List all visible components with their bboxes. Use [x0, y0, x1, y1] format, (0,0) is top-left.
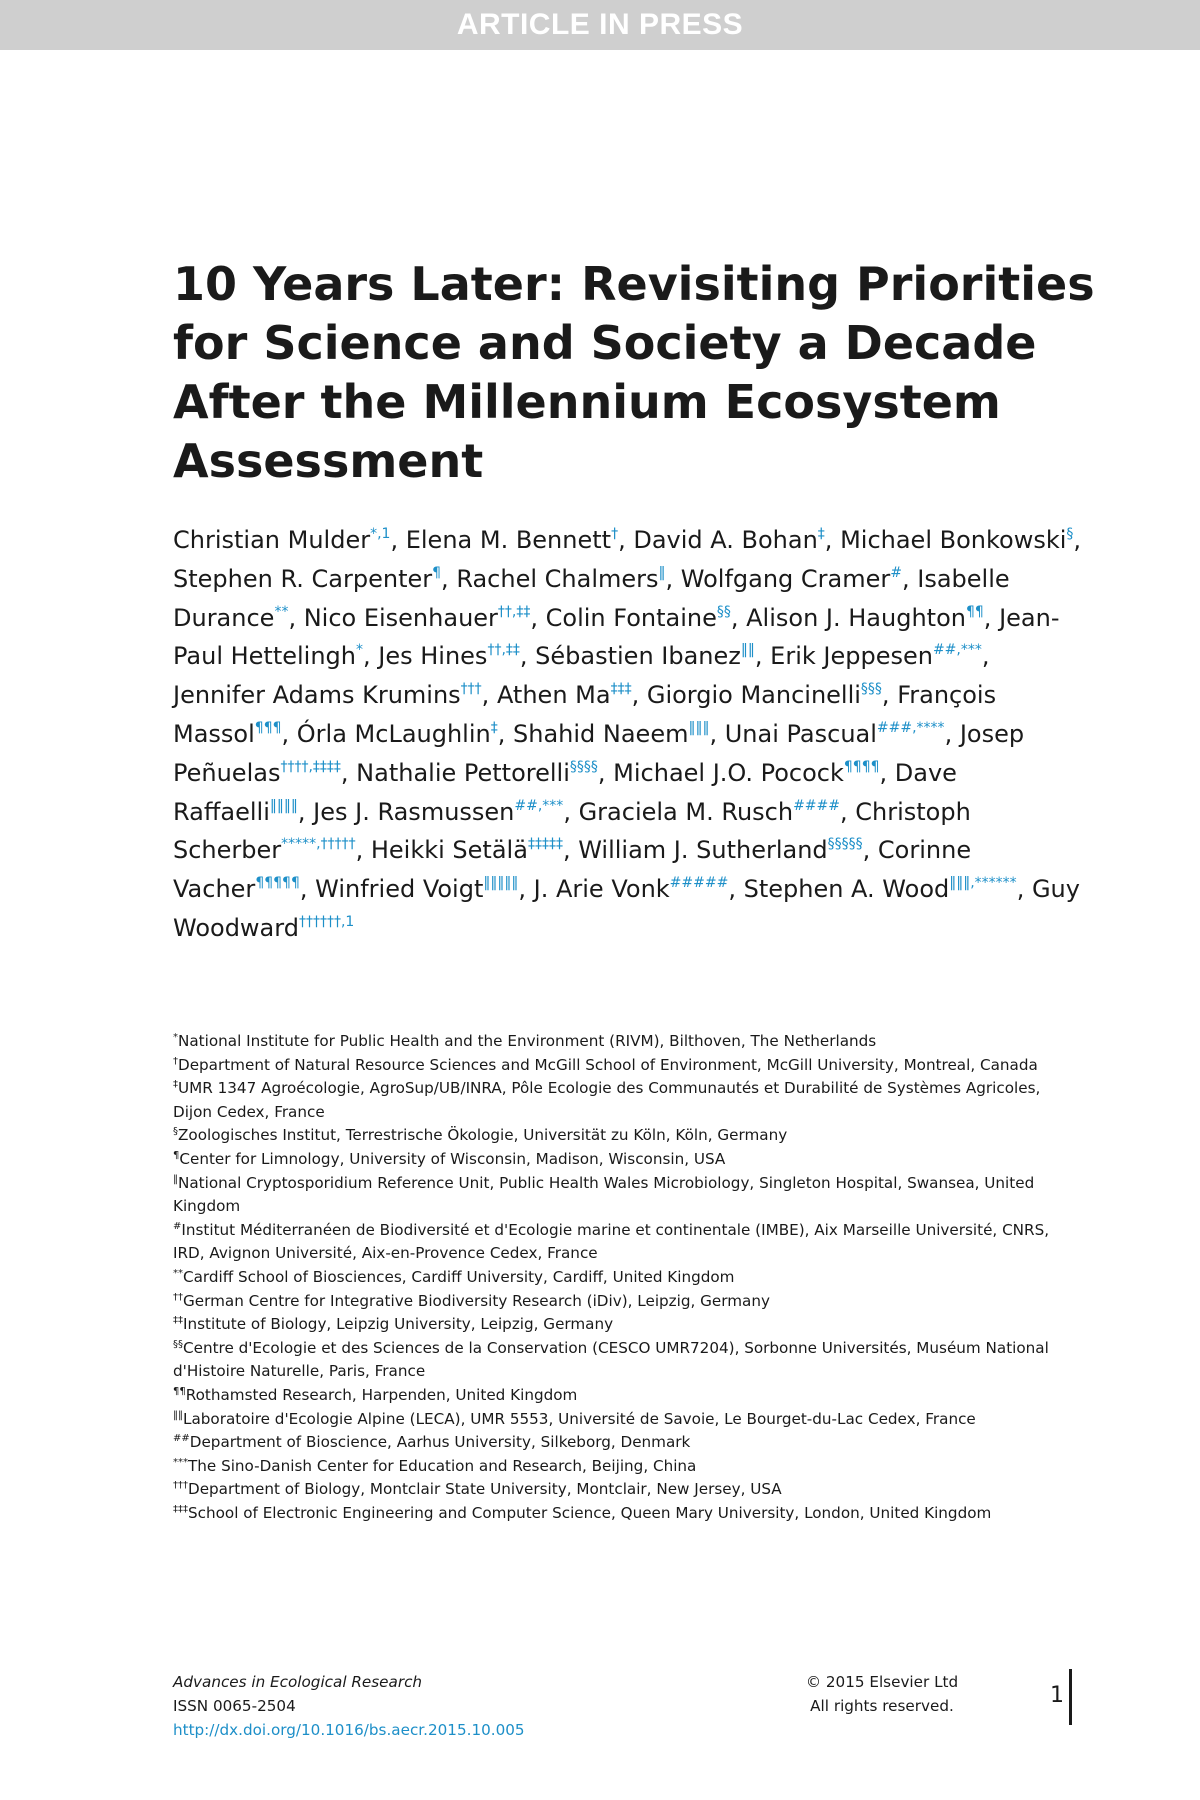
- author-affiliation-marker[interactable]: §§: [716, 603, 731, 620]
- article-title: 10 Years Later: Revisiting Priorities for Science and Society a Decade After the Millennium Ecosystem Assessment: [173, 257, 1095, 488]
- author-separator: ,: [618, 526, 634, 554]
- author: [746, 604, 999, 632]
- author-name: Shahid Naeem: [513, 719, 689, 748]
- author-affiliation-marker[interactable]: ¶¶¶¶: [843, 758, 880, 775]
- affiliation-text: Center for Limnology, University of Wisconsin, Madison, Wisconsin, USA: [179, 1149, 726, 1168]
- author-separator: ,: [597, 758, 614, 787]
- author: [681, 565, 917, 593]
- author-separator: ,: [441, 564, 457, 593]
- publication-info: [173, 1670, 525, 1742]
- author-affiliation-marker[interactable]: ‡‡‡‡‡: [527, 836, 563, 853]
- author-separator: ,: [563, 797, 579, 826]
- author-affiliation-marker[interactable]: †: [611, 526, 619, 542]
- affiliation-text: National Institute for Public Health and the Environment (RIVM), Bilthoven, The Netherlands: [178, 1032, 877, 1050]
- copyright-info: [792, 1670, 972, 1718]
- author-separator: ,: [879, 758, 895, 787]
- author-separator: ,: [981, 642, 990, 671]
- author: [173, 526, 406, 554]
- author-separator: ,: [862, 836, 878, 865]
- author-name: Jes Hines: [378, 642, 488, 671]
- affiliation: [173, 1266, 1078, 1290]
- author: [579, 798, 856, 826]
- affiliation-text: Department of Biology, Montclair State University, Montclair, New Jersey, USA: [188, 1480, 782, 1499]
- author-affiliation-marker[interactable]: *****,†††††: [281, 836, 356, 853]
- author-affiliation-marker[interactable]: ####: [793, 797, 840, 814]
- page-number-rule: [1069, 1669, 1072, 1725]
- author-separator: ,: [840, 797, 856, 826]
- author: [304, 604, 546, 632]
- author-affiliation-marker[interactable]: §§§§§: [827, 836, 863, 853]
- author-separator: ,: [288, 603, 304, 632]
- author-name: Elena M. Bennett: [405, 526, 612, 554]
- author: [647, 681, 897, 709]
- author-name: William J. Sutherland: [578, 836, 828, 865]
- affiliation-text: Cardiff School of Biosciences, Cardiff University, Cardiff, United Kingdom: [183, 1267, 735, 1286]
- author-separator: ,: [355, 836, 371, 865]
- author-affiliation-marker[interactable]: ‡: [490, 719, 498, 736]
- affiliation-marker: §§: [173, 1338, 183, 1350]
- author-separator: ,: [730, 603, 747, 632]
- author-separator: ,: [530, 603, 546, 632]
- author-separator: ,: [519, 642, 536, 671]
- author-affiliation-marker[interactable]: *,1: [370, 526, 391, 542]
- author-affiliation-marker[interactable]: ‖‖‖‖‖: [483, 875, 519, 892]
- author-affiliation-marker[interactable]: ‖‖‖: [688, 719, 710, 736]
- author: [770, 642, 989, 670]
- affiliation-marker: ‖: [173, 1173, 178, 1185]
- affiliation-marker: **: [173, 1267, 183, 1279]
- issn: ISSN 0065-2504: [173, 1697, 296, 1715]
- author-affiliation-marker[interactable]: #: [890, 564, 902, 581]
- author-separator: ,: [481, 681, 497, 710]
- affiliation-text: Centre d'Ecologie et des Sciences de la Conservation (CESCO UMR7204), Sorbonne Universités, Muséum National d'Histoire Naturelle, Paris, France: [173, 1338, 1049, 1381]
- affiliation: [173, 1313, 1078, 1337]
- author: [406, 526, 634, 554]
- affiliation-marker: ##: [173, 1433, 190, 1445]
- affiliation-text: UMR 1347 Agroécologie, AgroSup/UB/INRA, Pôle Ecologie des Communautés et Durabilité de Systèmes Agricoles, Dijon Cedex, France: [173, 1079, 1041, 1121]
- author: [297, 720, 513, 748]
- author-affiliation-marker[interactable]: ‖‖‖‖: [269, 797, 298, 814]
- author-affiliation-marker[interactable]: ‖‖‖,******: [949, 875, 1017, 892]
- author-affiliation-marker[interactable]: ###,****: [876, 719, 945, 736]
- affiliation-text: The Sino-Danish Center for Education and Research, Beijing, China: [188, 1456, 697, 1475]
- author-separator: ,: [299, 875, 316, 904]
- affiliation-marker: ¶: [173, 1149, 180, 1161]
- affiliation-marker: ‡‡‡: [173, 1503, 188, 1515]
- author: [633, 526, 840, 554]
- author-affiliation-marker[interactable]: ‖: [658, 564, 666, 581]
- author: [744, 875, 1032, 903]
- affiliation: [173, 1124, 1078, 1148]
- author: [173, 681, 497, 709]
- author-name: Jennifer Adams Krumins: [173, 681, 461, 710]
- author-name: Isabelle Durance: [173, 564, 1010, 632]
- affiliation-text: Institut Méditerranéen de Biodiversité et d'Ecologie marine et continentale (IMBE), Aix Marseille Université, CNRS, IRD, Avignon Université, Aix-en-Provence Cedex, France: [173, 1220, 1050, 1263]
- author-separator: ,: [281, 719, 297, 748]
- author-name: Unai Pascual: [724, 719, 877, 748]
- author-name: Nico Eisenhauer: [303, 603, 498, 632]
- author-affiliation-marker[interactable]: §§§§: [569, 758, 598, 775]
- author: [456, 565, 680, 593]
- author-name: David A. Bohan: [633, 526, 818, 554]
- author: [315, 875, 534, 903]
- affiliation-text: Rothamsted Research, Harpenden, United Kingdom: [185, 1385, 578, 1404]
- affiliation: [173, 1384, 1078, 1408]
- author: [371, 836, 578, 864]
- affiliation-marker: ¶¶: [173, 1385, 186, 1397]
- author-separator: ,: [665, 564, 681, 593]
- author-affiliation-marker[interactable]: ¶¶¶¶¶: [255, 875, 300, 892]
- author-separator: ,: [824, 526, 841, 554]
- author-name: Guy Woodward: [173, 875, 1080, 942]
- author-name: Wolfgang Cramer: [680, 564, 891, 593]
- author-affiliation-marker[interactable]: §§§: [860, 681, 882, 698]
- author-separator: ,: [562, 836, 579, 865]
- author-list: [173, 521, 1088, 948]
- author-separator: ,: [983, 603, 1000, 632]
- author-separator: ,: [390, 526, 406, 554]
- author-separator: ,: [340, 758, 357, 787]
- affiliation-marker: *: [173, 1032, 178, 1043]
- author-affiliation-marker[interactable]: ‡‡‡: [610, 681, 632, 698]
- affiliation-marker: †††: [173, 1480, 188, 1492]
- affiliation: [173, 1077, 1078, 1124]
- author-name: Christian Mulder: [173, 526, 371, 554]
- author-name: Stephen A. Wood: [743, 875, 950, 904]
- author: [535, 642, 770, 670]
- author: [313, 798, 578, 826]
- author: [173, 565, 456, 593]
- author: [497, 681, 647, 709]
- author: [613, 759, 895, 787]
- affiliation-text: Department of Natural Resource Sciences and McGill School of Environment, McGill University, Montreal, Canada: [178, 1055, 1038, 1074]
- author-name: Josep Peñuelas: [173, 719, 1025, 787]
- author-name: Jes J. Rasmussen: [313, 797, 515, 826]
- affiliation-marker: †: [173, 1055, 178, 1067]
- affiliation: [173, 1502, 1078, 1526]
- author-separator: ,: [497, 719, 513, 748]
- author: [534, 875, 744, 903]
- copyright-line: © 2015 Elsevier Ltd: [805, 1673, 959, 1691]
- affiliation: [173, 1148, 1078, 1172]
- affiliation-marker: ‡‡: [173, 1315, 183, 1327]
- affiliation-text: School of Electronic Engineering and Computer Science, Queen Mary University, London, United Kingdom: [188, 1503, 992, 1522]
- author-name: Rachel Chalmers: [456, 564, 659, 593]
- author-separator: ,: [944, 719, 960, 748]
- author-name: J. Arie Vonk: [533, 875, 670, 904]
- author: [378, 642, 535, 670]
- affiliation: [173, 1054, 1078, 1078]
- author-name: Winfried Voigt: [315, 875, 484, 904]
- author-name: Dave Raffaelli: [173, 758, 957, 826]
- author-name: Erik Jeppesen: [770, 642, 933, 671]
- author-name: Colin Fontaine: [545, 603, 717, 632]
- affiliation-marker: #: [173, 1220, 182, 1232]
- author-affiliation-marker[interactable]: #####: [669, 875, 729, 892]
- author-affiliation-marker[interactable]: **: [274, 603, 289, 620]
- author: [725, 720, 960, 748]
- author-name: Órla McLaughlin: [296, 719, 491, 748]
- author: [578, 836, 878, 864]
- affiliation: [173, 1219, 1078, 1266]
- affiliation-marker: §: [173, 1126, 178, 1138]
- author-separator: ,: [754, 642, 771, 671]
- affiliation: [173, 1030, 1078, 1054]
- author-affiliation-marker[interactable]: §: [1066, 526, 1074, 542]
- author-name: François Massol: [173, 681, 997, 748]
- affiliation-text: Zoologisches Institut, Terrestrische Ökologie, Universität zu Köln, Köln, Germany: [178, 1126, 788, 1145]
- author: [546, 604, 747, 632]
- affiliation-text: Institute of Biology, Leipzig University, Leipzig, Germany: [183, 1315, 614, 1334]
- author-name: Athen Ma: [496, 681, 611, 710]
- author-affiliation-marker[interactable]: ##,***: [932, 642, 982, 659]
- affiliation-text: Laboratoire d'Ecologie Alpine (LECA), UMR 5553, Université de Savoie, Le Bourget-du-Lac Cedex, France: [183, 1409, 976, 1428]
- author-affiliation-marker[interactable]: ††††,‡‡‡‡: [280, 758, 341, 775]
- author-affiliation-marker[interactable]: ††,‡‡: [487, 642, 520, 659]
- affiliation: [173, 1408, 1078, 1432]
- author-separator: ,: [518, 875, 534, 904]
- author-separator: ,: [881, 681, 898, 710]
- author: [356, 759, 613, 787]
- author-separator: ,: [709, 719, 725, 748]
- author-affiliation-marker[interactable]: ¶: [432, 564, 442, 581]
- journal-name: Advances in Ecological Research: [173, 1673, 423, 1691]
- author: [513, 720, 725, 748]
- author-affiliation-marker[interactable]: ‖‖: [740, 642, 755, 659]
- affiliation: [173, 1478, 1078, 1502]
- author-name: Alison J. Haughton: [746, 603, 966, 632]
- author-affiliation-marker[interactable]: ¶¶¶: [254, 719, 282, 736]
- affiliation-text: German Centre for Integrative Biodiversity Research (iDiv), Leipzig, Germany: [183, 1291, 770, 1310]
- affiliation-marker: ††: [173, 1291, 183, 1303]
- author: [840, 526, 1081, 554]
- page-number: 1: [1050, 1683, 1064, 1708]
- author-affiliation-marker[interactable]: ##,***: [514, 797, 564, 814]
- author-name: Sébastien Ibanez: [535, 642, 741, 671]
- article-in-press-banner: ARTICLE IN PRESS: [0, 0, 1200, 50]
- affiliation: [173, 1431, 1078, 1455]
- affiliation: [173, 1337, 1078, 1384]
- affiliation: [173, 1172, 1078, 1219]
- author-name: Stephen R. Carpenter: [173, 564, 433, 593]
- doi-link[interactable]: http://dx.doi.org/10.1016/bs.aecr.2015.10.005: [173, 1721, 525, 1739]
- author-separator: ,: [363, 642, 379, 671]
- affiliation: [173, 1290, 1078, 1314]
- author-name: Michael J.O. Pocock: [613, 758, 844, 787]
- affiliation: [173, 1455, 1078, 1479]
- author-name: Heikki Setälä: [370, 836, 528, 865]
- rights-line: All rights reserved.: [810, 1697, 954, 1715]
- author-affiliation-marker[interactable]: *: [356, 642, 363, 659]
- author-name: Nathalie Pettorelli: [356, 758, 570, 787]
- author-separator: ,: [297, 797, 314, 826]
- author-separator: ,: [631, 681, 647, 710]
- author-affiliation-marker[interactable]: †††: [460, 681, 482, 698]
- author-separator: ,: [1016, 875, 1032, 904]
- author-separator: ,: [728, 875, 744, 904]
- author-affiliation-marker[interactable]: ‡: [817, 526, 825, 542]
- author-name: Giorgio Mancinelli: [646, 681, 861, 710]
- affiliation-marker: ***: [173, 1456, 188, 1468]
- affiliation-marker: ‡: [173, 1079, 178, 1091]
- affiliation-marker: ‖‖: [173, 1409, 183, 1421]
- author-affiliation-marker[interactable]: ¶¶: [965, 603, 984, 620]
- affiliation-text: Department of Bioscience, Aarhus University, Silkeborg, Denmark: [189, 1433, 691, 1452]
- affiliation-text: National Cryptosporidium Reference Unit, Public Health Wales Microbiology, Singleton Hospital, Swansea, United Kingdom: [173, 1173, 1035, 1216]
- author-name: Corinne Vacher: [173, 836, 972, 904]
- affiliation-list: [173, 1030, 1078, 1525]
- author-name: Graciela M. Rusch: [578, 797, 794, 826]
- author-separator: ,: [1073, 526, 1082, 554]
- author-separator: ,: [901, 564, 918, 593]
- author-name: Christoph Scherber: [173, 797, 971, 865]
- author-affiliation-marker[interactable]: ††††††,1: [298, 913, 355, 930]
- author-name: Jean-Paul Hettelingh: [173, 603, 1060, 671]
- author-name: Michael Bonkowski: [840, 526, 1067, 554]
- author-affiliation-marker[interactable]: ††,‡‡: [497, 603, 531, 620]
